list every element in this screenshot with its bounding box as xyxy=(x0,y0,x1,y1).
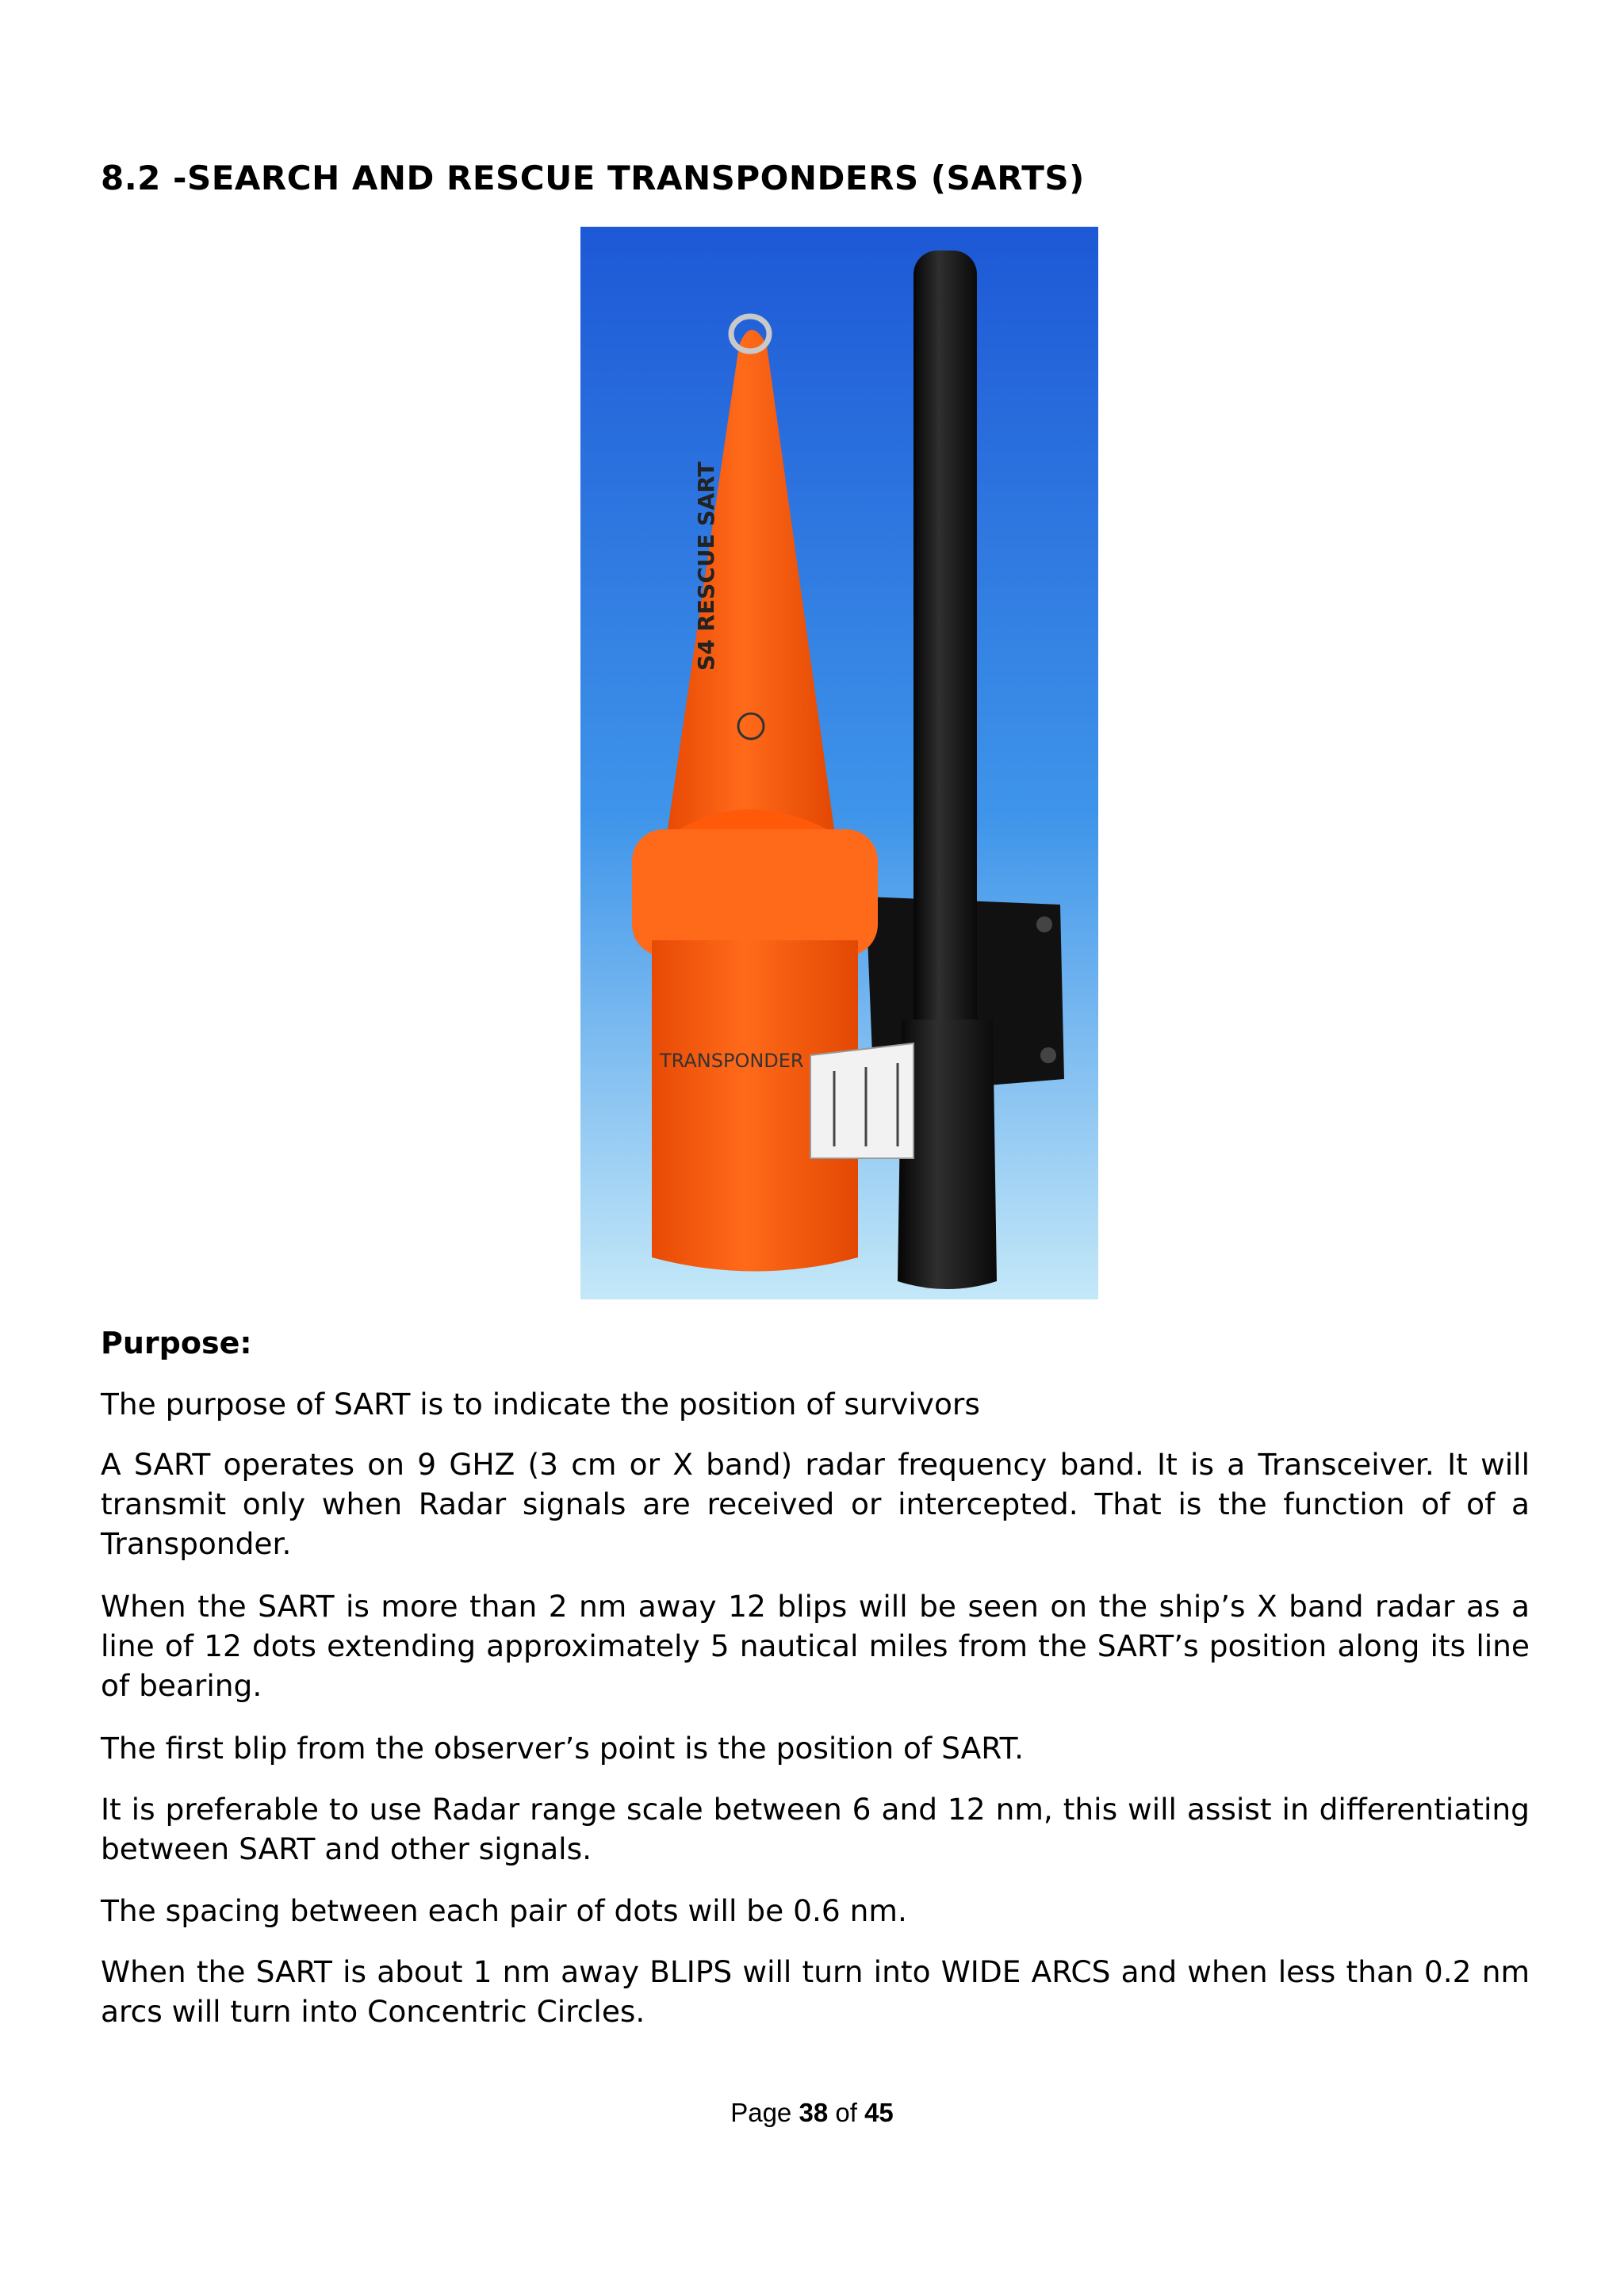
paragraph-7: When the SART is about 1 nm away BLIPS will turn into WIDE ARCS and when less than 0.2 nm arcs will turn into Concentric Circles. xyxy=(101,1954,1530,2029)
sart-illustration xyxy=(580,227,1098,1299)
sart-device-photo xyxy=(580,227,1098,1299)
paragraph-6: The spacing between each pair of dots will be 0.6 nm. xyxy=(101,1893,907,1928)
device-label-2: TRANSPONDER xyxy=(660,1050,804,1072)
paragraph-1: The purpose of SART is to indicate the position of survivors xyxy=(101,1387,980,1422)
paragraph-5: It is preferable to use Radar range scale between 6 and 12 nm, this will assist in differentiating between SART and other signals. xyxy=(101,1792,1530,1866)
footer-current-page: 38 xyxy=(799,2098,829,2127)
purpose-heading: Purpose: xyxy=(101,1326,252,1360)
page-footer xyxy=(0,2098,1624,2128)
paragraph-4: The first blip from the observer’s point is the position of SART. xyxy=(101,1731,1024,1766)
footer-prefix: Page xyxy=(730,2098,792,2127)
paragraph-3: When the SART is more than 2 nm away 12 blips will be seen on the ship’s X band radar as a line of 12 dots extending approximately 5 nautical miles from the SART’s position along its line of bearing. xyxy=(101,1589,1530,1703)
footer-total-pages: 45 xyxy=(864,2098,894,2127)
sart-collar xyxy=(632,829,878,956)
antenna xyxy=(914,251,977,1043)
footer-separator: of xyxy=(835,2098,857,2127)
section-heading: 8.2 -SEARCH AND RESCUE TRANSPONDERS (SARTS) xyxy=(101,159,1085,197)
device-label-1: S4 RESCUE SART xyxy=(693,461,719,671)
paragraph-2: A SART operates on 9 GHZ (3 cm or X band) radar frequency band. It is a Transceiver. It will transmit only when Radar signals are received or intercepted. That is the function of of a Transponder. xyxy=(101,1447,1530,1561)
